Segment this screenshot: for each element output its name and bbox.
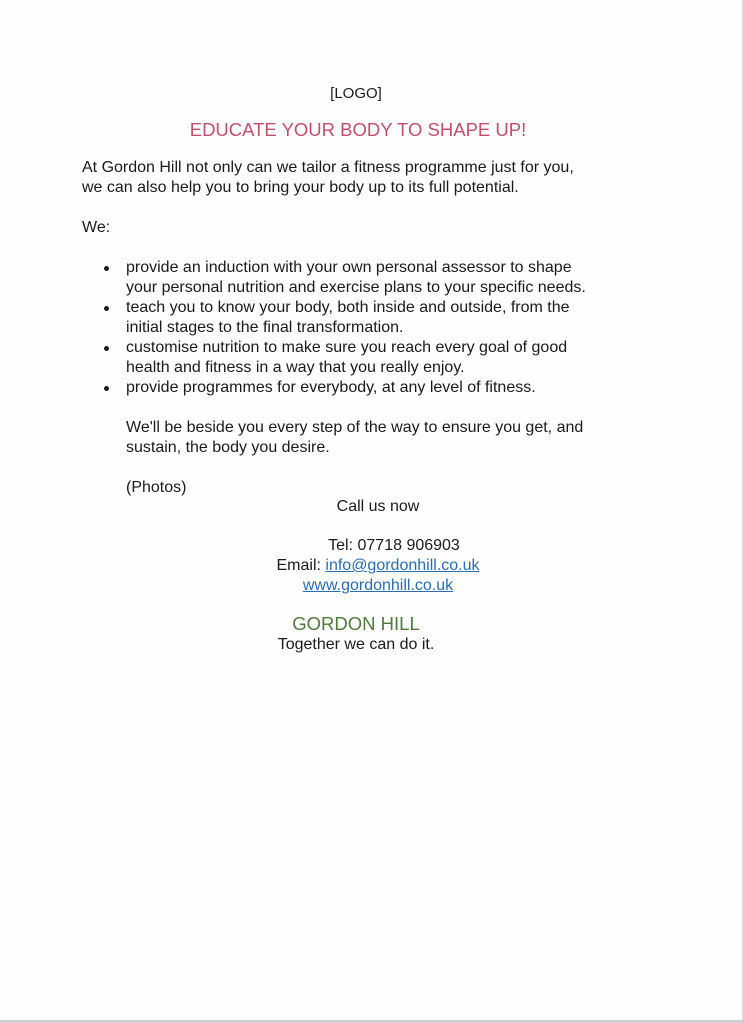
list-item-line: health and fitness in a way that you really enjoy. (126, 359, 465, 376)
list-item-line: your personal nutrition and exercise plans to your specific needs. (126, 279, 586, 296)
photos-placeholder: (Photos) (126, 479, 187, 496)
email-row (0, 556, 744, 576)
list-item (82, 258, 642, 298)
tagline: Together we can do it. (277, 636, 435, 653)
intro-paragraph (82, 158, 642, 198)
call-to-action: Call us now (336, 498, 420, 515)
bullet-icon (104, 346, 109, 351)
intro-line: At Gordon Hill not only can we tailor a fitness programme just for you, (82, 159, 574, 176)
bullet-icon (104, 306, 109, 311)
bullet-icon (104, 386, 109, 391)
list-item (82, 338, 642, 378)
list-item (82, 378, 642, 398)
intro-line: we can also help you to bring your body up to its full potential. (82, 179, 519, 196)
list-item-line: teach you to know your body, both inside and outside, from the (126, 299, 570, 316)
brand-name: GORDON HILL (292, 613, 420, 634)
list-item-line: customise nutrition to make sure you reach every goal of good (126, 339, 568, 356)
email-link[interactable]: info@gordonhill.co.uk (325, 557, 480, 574)
bullet-icon (104, 266, 109, 271)
closing-line: sustain, the body you desire. (126, 439, 330, 456)
telephone-number: Tel: 07718 906903 (328, 537, 460, 554)
we-label: We: (82, 219, 111, 236)
website-row (0, 576, 744, 596)
email-label: Email: (276, 557, 326, 574)
closing-line: We'll be beside you every step of the way to ensure you get, and (126, 419, 584, 436)
closing-paragraph (126, 418, 626, 458)
list-item-line: provide an induction with your own personal assessor to shape (126, 259, 572, 276)
services-list (82, 258, 642, 398)
website-link[interactable]: www.gordonhill.co.uk (302, 577, 454, 594)
list-item-line: provide programmes for everybody, at any level of fitness. (126, 379, 536, 396)
headline: EDUCATE YOUR BODY TO SHAPE UP! (189, 119, 527, 140)
list-item (82, 298, 642, 338)
list-item-line: initial stages to the final transformation. (126, 319, 404, 336)
logo-placeholder: [LOGO] (330, 85, 382, 102)
